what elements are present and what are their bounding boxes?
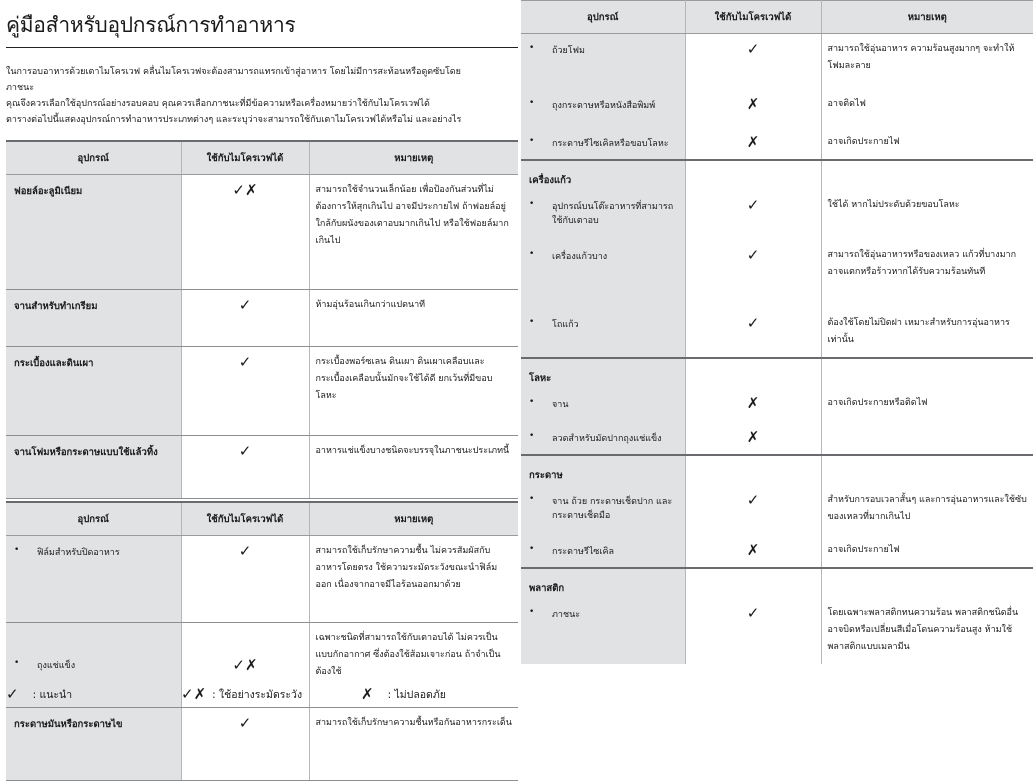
remark-text: อาจติดไฟ [827, 98, 866, 109]
header-utensil: อุปกรณ์ [6, 141, 181, 175]
legend-recommended [6, 685, 181, 703]
group-title: กระดาษ [521, 455, 685, 485]
table-header [6, 141, 518, 175]
remark-text: ต้องใช้โดยไม่ปิดฝา เหมาะสำหรับการอุ่นอาหารเท่านั้น [827, 317, 1010, 345]
header-remarks: หมายเหตุ [309, 141, 518, 175]
left-column [6, 0, 518, 781]
remark-text: โดยเฉพาะพลาสติกทนความร้อน พลาสติกชนิดอื่นอาจบิดหรือเปลี่ยนสีเมื่อโดนความร้อนสูง ห้ามใช้พลาสติกแบบเมลามีน [827, 607, 1019, 652]
group-header [521, 358, 1033, 388]
utensil-name: จานสำหรับทำเกรียม [6, 290, 181, 347]
group-spacer [685, 455, 821, 485]
utensil-name: • กระดาษรีไซเคิลหรือขอบโลหะ [521, 127, 685, 160]
utensil-name: • ถุงแช่แข็ง [6, 623, 181, 708]
legend-label: : แนะนำ [32, 688, 73, 701]
safety-mark: ✗ [685, 422, 821, 455]
utensil-name: • เครื่องแก้วบาง [521, 240, 685, 308]
safety-mark: ✓ [685, 190, 821, 240]
group-spacer [685, 568, 821, 598]
header-microwave-safe: ใช้กับไมโครเวฟได้ [685, 1, 821, 34]
check-cross-icon: ✓✗ [181, 685, 207, 703]
header-remarks: หมายเหตุ [309, 502, 518, 536]
table-row [521, 388, 1033, 422]
intro-line: ภาชนะ [6, 83, 35, 93]
group-spacer [685, 358, 821, 388]
header-microwave-safe: ใช้กับไมโครเวฟได้ [181, 141, 309, 175]
safety-mark: ✗ [685, 127, 821, 160]
table-row [521, 535, 1033, 568]
group-spacer [821, 358, 1033, 388]
table-row [521, 190, 1033, 240]
group-header [521, 568, 1033, 598]
table-row [521, 240, 1033, 308]
remark-text: อาหารแช่แข็งบางชนิดจะบรรจุในภาชนะประเภทนี้ [309, 436, 518, 499]
header-utensil: อุปกรณ์ [6, 502, 181, 536]
safety-mark: ✓ [685, 240, 821, 308]
table-row [521, 598, 1033, 664]
remark-text: อาจเกิดประกายหรือติดไฟ [827, 397, 928, 408]
safety-mark: ✓ [685, 308, 821, 358]
group-title: เครื่องแก้ว [521, 160, 685, 190]
header-remarks: หมายเหตุ [821, 1, 1033, 34]
group-header [521, 160, 1033, 190]
safety-mark: ✗ [685, 535, 821, 568]
utensil-name: • ภาชนะ [521, 598, 685, 664]
table-row [521, 485, 1033, 535]
intro-text [6, 64, 518, 128]
safety-mark: ✓ [181, 708, 309, 781]
table-row [6, 347, 518, 436]
table-row [6, 436, 518, 499]
header-utensil: อุปกรณ์ [521, 1, 685, 34]
safety-mark: ✓ [685, 34, 821, 89]
group-spacer [685, 160, 821, 190]
intro-line: ในการอบอาหารด้วยเตาไมโครเวฟ คลื่นไมโครเวฟจะต้องสามารถแทรกเข้าสู่อาหาร โดยไม่มีการสะท้อนหรือดูดซับโดย [6, 67, 461, 77]
remark-text [821, 422, 1033, 455]
group-title: พลาสติก [521, 568, 685, 598]
utensil-name: กระเบื้องและดินเผา [6, 347, 181, 436]
safety-mark: ✓ [181, 290, 309, 347]
intro-line: ตารางต่อไปนี้แสดงอุปกรณ์การทำอาหารประเภทต่างๆ และระบุว่าจะสามารถใช้กับเตาไมโครเวฟได้หรือไม่ และอย่างไร [6, 115, 462, 125]
group-spacer [821, 160, 1033, 190]
remark-text: อาจเกิดประกายไฟ [827, 544, 900, 555]
cross-icon: ✗ [361, 685, 374, 703]
group-spacer [821, 568, 1033, 598]
utensil-table-1 [6, 140, 518, 499]
page-title: คู่มือสำหรับอุปกรณ์การทำอาหาร [6, 9, 518, 48]
group-spacer [821, 455, 1033, 485]
legend-label: : ใช้อย่างระมัดระวัง [212, 688, 303, 701]
remark-text: สามารถใช้เก็บรักษาความชื้น ไม่ควรสัมผัสกับอาหารโดยตรง ใช้ความระมัดระวังขณะนำฟิล์มออก เนื่องจากอาจมีไอร้อนออกมาด้วย [309, 536, 518, 623]
safety-mark: ✓ [181, 536, 309, 623]
safety-mark: ✓ [181, 436, 309, 499]
table-row [521, 34, 1033, 89]
remark-text: สามารถใช้อุ่นอาหาร ความร้อนสูงมากๆ จะทำให้โฟมละลาย [827, 44, 1015, 71]
table-row [521, 89, 1033, 127]
safety-mark: ✗ [685, 388, 821, 422]
right-column [521, 0, 1033, 717]
table-row [6, 175, 518, 290]
legend [6, 685, 518, 703]
remark-text: เฉพาะชนิดที่สามารถใช้กับเตาอบได้ ไม่ควรเป็นแบบกักอากาศ ซึ่งต้องใช้ส้อมเจาะก่อน ถ้าจำเป็นต้องใช้ [309, 623, 518, 708]
utensil-name: • กระดาษรีไซเคิล [521, 535, 685, 568]
legend-unsafe [361, 685, 446, 703]
table-row [6, 290, 518, 347]
utensil-name: ฟอยล์อะลูมิเนียม [6, 175, 181, 290]
safety-mark: ✗ [685, 89, 821, 127]
remark-text: สามารถใช้อุ่นอาหารหรือของเหลว แก้วที่บางมากอาจแตกหรือร้าวหากได้รับความร้อนทันที [827, 249, 1017, 277]
remark-text: ห้ามอุ่นร้อนเกินกว่าแปดนาที [309, 290, 518, 347]
utensil-name: • จาน ถ้วย กระดาษเช็ดปาก และกระดาษเช็ดมือ [521, 485, 685, 535]
utensil-name: • โถแก้ว [521, 308, 685, 358]
safety-mark: ✓✗ [181, 175, 309, 290]
table-row [521, 422, 1033, 455]
legend-caution [181, 685, 361, 703]
utensil-name: • อุปกรณ์บนโต๊ะอาหารที่สามารถใช้กับเตาอบ [521, 190, 685, 240]
safety-mark: ✓ [685, 485, 821, 535]
table-row [521, 308, 1033, 358]
utensil-name: • ถ้วยโฟม [521, 34, 685, 89]
safety-mark: ✓✗ [181, 623, 309, 708]
intro-line: คุณจึงควรเลือกใช้อุปกรณ์อย่างรอบคอบ คุณควรเลือกภาชนะที่มีข้อความหรือเครื่องหมายว่าใช้กับไมโครเวฟได้ [6, 99, 430, 109]
utensil-name: • จาน [521, 388, 685, 422]
group-header [521, 455, 1033, 485]
legend-label: : ไม่ปลอดภัย [387, 688, 446, 701]
utensil-table-3 [521, 0, 1033, 664]
remark-text: สำหรับการอบเวลาสั้นๆ และการอุ่นอาหารและใช้ซับของเหลวที่มากเกินไป [827, 494, 1027, 522]
group-title: โลหะ [521, 358, 685, 388]
remark-text: สามารถใช้จำนวนเล็กน้อย เพื่อป้องกันส่วนที่ไม่ต้องการให้สุกเกินไป อาจมีประกายไฟ ถ้าฟอยล์อยู่ใกล้กับผนังของเตาอบมากเกินไป หรือใช้ฟอยล์มากเกินไป [309, 175, 518, 290]
table-header [6, 502, 518, 536]
remark-text: กระเบื้องพอร์ซเลน ดินเผา ดินเผาเคลือบและกระเบื้องเคลือบนั้นมักจะใช้ได้ดี ยกเว้นที่มีขอบโลหะ [309, 347, 518, 436]
utensil-name: จานโฟมหรือกระดาษแบบใช้แล้วทิ้ง [6, 436, 181, 499]
utensil-name: • ฟิล์มสำหรับปิดอาหาร [6, 536, 181, 623]
table-header [521, 1, 1033, 34]
utensil-name: กระดาษมันหรือกระดาษไข [6, 708, 181, 781]
table-row [521, 127, 1033, 160]
utensil-name: • ลวดสำหรับมัดปากถุงแช่แข็ง [521, 422, 685, 455]
table-row [6, 708, 518, 781]
header-microwave-safe: ใช้กับไมโครเวฟได้ [181, 502, 309, 536]
utensil-table-2 [6, 501, 518, 781]
remark-text: สามารถใช้เก็บรักษาความชื้นหรือกันอาหารกระเด็น [309, 708, 518, 781]
check-icon: ✓ [6, 685, 19, 703]
table-row [6, 536, 518, 623]
safety-mark: ✓ [685, 598, 821, 664]
remark-text: ใช้ได้ หากไม่ประดับด้วยขอบโลหะ [827, 199, 960, 210]
utensil-name: • ถุงกระดาษหรือหนังสือพิมพ์ [521, 89, 685, 127]
remark-text: อาจเกิดประกายไฟ [827, 136, 900, 147]
safety-mark: ✓ [181, 347, 309, 436]
